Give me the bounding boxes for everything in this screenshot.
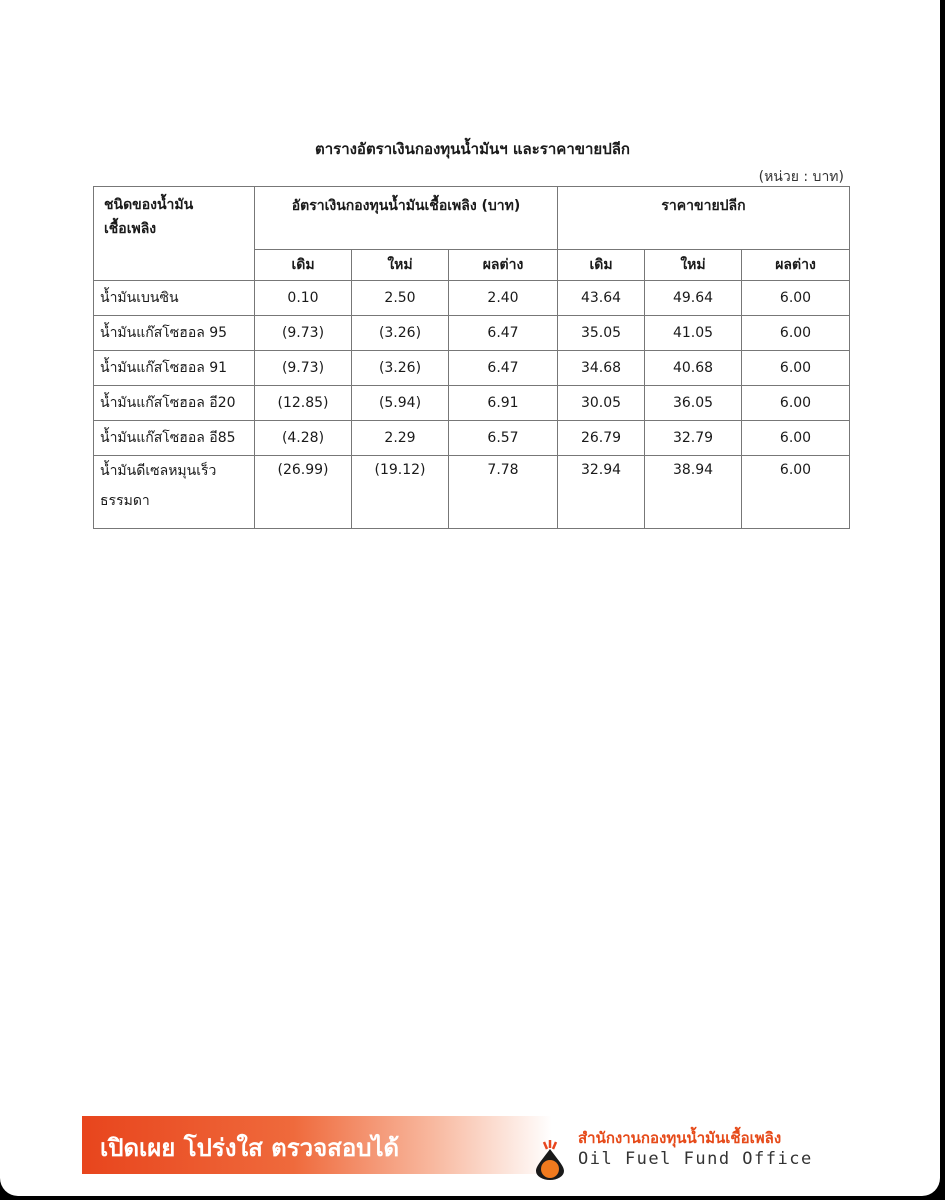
fund-old-cell: (9.73) xyxy=(255,351,352,386)
retail-diff-cell: 6.00 xyxy=(742,351,850,386)
fund-new-cell: 2.50 xyxy=(352,281,449,316)
fuel-name: น้ำมันดีเซลหมุนเร็ว ธรรมดา xyxy=(94,456,255,529)
fuel-name: น้ำมันแก๊สโซฮอล อี20 xyxy=(94,386,255,421)
fund-new-cell: (5.94) xyxy=(352,386,449,421)
fund-diff-cell: 6.57 xyxy=(449,421,558,456)
retail-diff-cell: 6.00 xyxy=(742,386,850,421)
fund-new-cell: (3.26) xyxy=(352,316,449,351)
fund-diff-cell: 2.40 xyxy=(449,281,558,316)
retail-new-cell: 36.05 xyxy=(645,386,742,421)
fund-old-cell: 0.10 xyxy=(255,281,352,316)
fund-diff-cell: 7.78 xyxy=(449,456,558,529)
subheader-fund-new: ใหม่ xyxy=(352,250,449,281)
table-row xyxy=(94,421,850,456)
header-fuel-type-line2: เชื้อเพลิง xyxy=(104,221,157,237)
fund-new-cell: (3.26) xyxy=(352,351,449,386)
rates-table xyxy=(93,186,850,529)
retail-old-cell: 34.68 xyxy=(558,351,645,386)
retail-diff-cell: 6.00 xyxy=(742,421,850,456)
subheader-fund-old: เดิม xyxy=(255,250,352,281)
fund-diff-cell: 6.91 xyxy=(449,386,558,421)
retail-diff-cell: 6.00 xyxy=(742,316,850,351)
header-fuel-type-line1: ชนิดของน้ำมัน xyxy=(104,197,194,213)
retail-old-cell: 32.94 xyxy=(558,456,645,529)
subheader-fund-diff: ผลต่าง xyxy=(449,250,558,281)
retail-old-cell: 43.64 xyxy=(558,281,645,316)
retail-diff-cell: 6.00 xyxy=(742,456,850,529)
fund-old-cell: (4.28) xyxy=(255,421,352,456)
fuel-name: น้ำมันเบนซิน xyxy=(94,281,255,316)
slogan-text: เปิดเผย โปร่งใส ตรวจสอบได้ xyxy=(100,1134,400,1162)
fund-new-cell: (19.12) xyxy=(352,456,449,529)
fuel-name: น้ำมันแก๊สโซฮอล 95 xyxy=(94,316,255,351)
table-row xyxy=(94,386,850,421)
header-retail-price: ราคาขายปลีก xyxy=(558,187,850,250)
fund-old-cell: (9.73) xyxy=(255,316,352,351)
org-name-english: Oil Fuel Fund Office xyxy=(578,1149,813,1169)
header-fund-rate: อัตราเงินกองทุนน้ำมันเชื้อเพลิง (บาท) xyxy=(255,187,558,250)
retail-old-cell: 26.79 xyxy=(558,421,645,456)
fund-new-cell: 2.29 xyxy=(352,421,449,456)
document-title: ตารางอัตราเงินกองทุนน้ำมันฯ และราคาขายปลีก xyxy=(314,140,631,158)
slogan-banner xyxy=(82,1116,552,1174)
fuel-name: น้ำมันแก๊สโซฮอล 91 xyxy=(94,351,255,386)
fund-diff-cell: 6.47 xyxy=(449,316,558,351)
retail-new-cell: 38.94 xyxy=(645,456,742,529)
table-row xyxy=(94,351,850,386)
table-header-row xyxy=(94,187,850,250)
org-name-thai: สำนักงานกองทุนน้ำมันเชื้อเพลิง xyxy=(578,1129,782,1147)
header-fuel-type xyxy=(94,187,255,281)
subheader-retail-diff: ผลต่าง xyxy=(742,250,850,281)
table-row xyxy=(94,456,850,529)
retail-new-cell: 40.68 xyxy=(645,351,742,386)
unit-label: (หน่วย : บาท) xyxy=(758,169,844,185)
fund-old-cell: (12.85) xyxy=(255,386,352,421)
retail-old-cell: 35.05 xyxy=(558,316,645,351)
retail-diff-cell: 6.00 xyxy=(742,281,850,316)
retail-new-cell: 41.05 xyxy=(645,316,742,351)
retail-new-cell: 32.79 xyxy=(645,421,742,456)
retail-old-cell: 30.05 xyxy=(558,386,645,421)
subheader-retail-old: เดิม xyxy=(558,250,645,281)
fund-diff-cell: 6.47 xyxy=(449,351,558,386)
subheader-retail-new: ใหม่ xyxy=(645,250,742,281)
table-row xyxy=(94,316,850,351)
fund-old-cell: (26.99) xyxy=(255,456,352,529)
table-row xyxy=(94,281,850,316)
retail-new-cell: 49.64 xyxy=(645,281,742,316)
fuel-name: น้ำมันแก๊สโซฮอล อี85 xyxy=(94,421,255,456)
oil-drop-logo-icon xyxy=(530,1140,570,1180)
